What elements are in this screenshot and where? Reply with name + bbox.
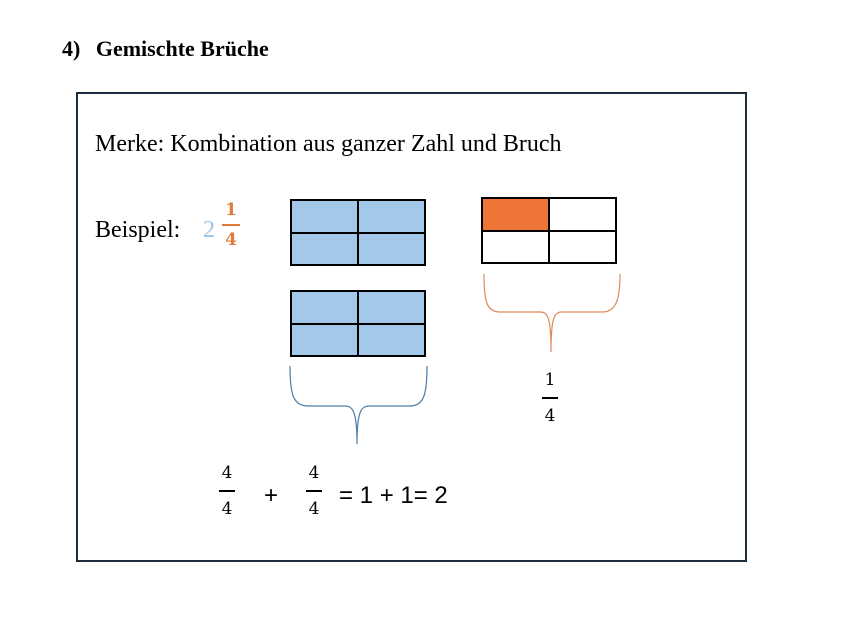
quarter-denominator: 4 bbox=[544, 405, 556, 426]
example-denominator: 4 bbox=[225, 230, 237, 250]
equation-term-1 bbox=[219, 465, 235, 518]
term1-denominator: 4 bbox=[221, 498, 233, 519]
fraction-bar bbox=[306, 490, 322, 492]
term1-numerator: 4 bbox=[221, 463, 233, 483]
brace-wholes bbox=[290, 366, 427, 444]
equation-term-2 bbox=[306, 465, 322, 518]
fraction-bar bbox=[219, 490, 235, 492]
example-numerator: 1 bbox=[225, 200, 237, 220]
example-label: Beispiel: bbox=[95, 217, 181, 243]
fraction-bar bbox=[542, 397, 558, 399]
note-text: Merke: Kombination aus ganzer Zahl und Bruch bbox=[95, 131, 562, 157]
section-number: 4) bbox=[62, 36, 81, 61]
equation-result: = 1 + 1= 2 bbox=[339, 482, 448, 509]
quarter-numerator: 1 bbox=[544, 370, 556, 390]
section-title: Gemischte Brüche bbox=[95, 36, 269, 61]
term2-numerator: 4 bbox=[308, 463, 320, 483]
term2-denominator: 4 bbox=[308, 498, 320, 519]
quarter-label bbox=[542, 372, 558, 425]
example-whole-number: 2 bbox=[203, 217, 215, 243]
equation-plus: + bbox=[264, 482, 279, 509]
brace-quarter bbox=[484, 274, 620, 352]
